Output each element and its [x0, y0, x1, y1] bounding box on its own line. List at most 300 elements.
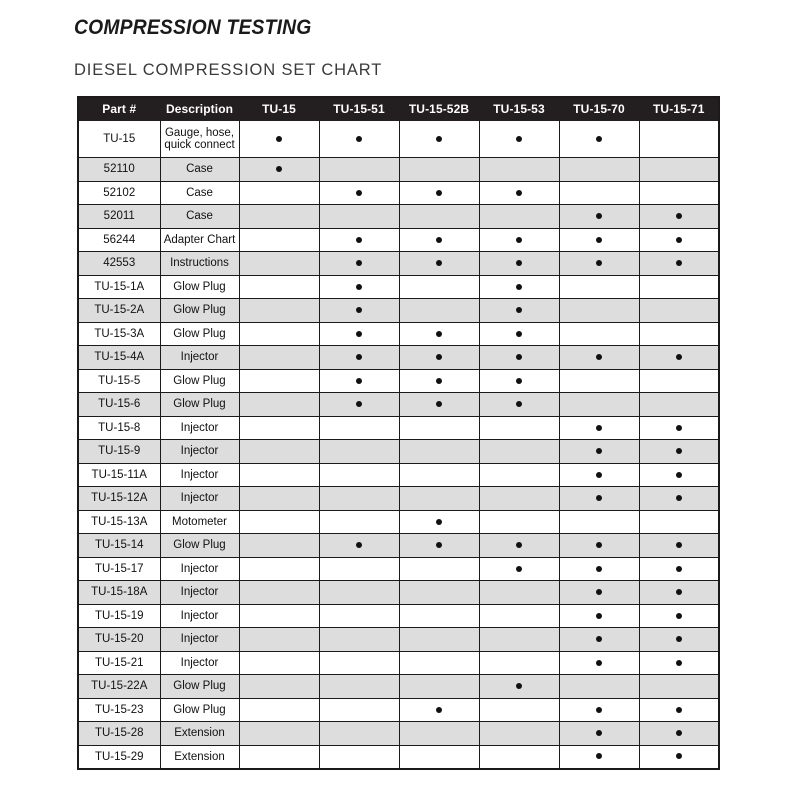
cell-included-mark	[559, 745, 639, 769]
cell-empty	[319, 675, 399, 699]
table-row	[78, 698, 719, 722]
cell-empty	[399, 205, 479, 229]
cell-empty	[239, 510, 319, 534]
bullet-dot-icon	[356, 260, 362, 266]
bullet-dot-icon	[596, 660, 602, 666]
column-header-tu-15-53[interactable]: TU-15-53	[479, 97, 559, 121]
cell-description: Case	[160, 205, 239, 229]
bullet-dot-icon	[676, 613, 682, 619]
cell-description: Injector	[160, 463, 239, 487]
cell-included-mark	[559, 557, 639, 581]
cell-empty	[479, 158, 559, 182]
cell-included-mark	[559, 416, 639, 440]
cell-empty	[239, 205, 319, 229]
cell-empty	[239, 228, 319, 252]
cell-empty	[399, 299, 479, 323]
table-row	[78, 510, 719, 534]
bullet-dot-icon	[516, 354, 522, 360]
bullet-dot-icon	[436, 401, 442, 407]
cell-included-mark	[639, 698, 719, 722]
bullet-dot-icon	[596, 636, 602, 642]
cell-description: Glow Plug	[160, 675, 239, 699]
cell-included-mark	[479, 322, 559, 346]
cell-included-mark	[559, 463, 639, 487]
bullet-dot-icon	[516, 284, 522, 290]
cell-empty	[559, 299, 639, 323]
cell-included-mark	[319, 121, 399, 158]
cell-included-mark	[239, 121, 319, 158]
cell-empty	[559, 369, 639, 393]
bullet-dot-icon	[676, 495, 682, 501]
bullet-dot-icon	[596, 260, 602, 266]
cell-included-mark	[319, 346, 399, 370]
table-row	[78, 557, 719, 581]
cell-empty	[239, 604, 319, 628]
cell-part-number: TU-15-19	[78, 604, 160, 628]
bullet-dot-icon	[516, 401, 522, 407]
bullet-dot-icon	[596, 566, 602, 572]
bullet-dot-icon	[436, 237, 442, 243]
cell-included-mark	[559, 698, 639, 722]
cell-part-number: TU-15-2A	[78, 299, 160, 323]
cell-included-mark	[319, 393, 399, 417]
cell-part-number: TU-15-1A	[78, 275, 160, 299]
table-row	[78, 745, 719, 769]
bullet-dot-icon	[596, 730, 602, 736]
cell-empty	[399, 628, 479, 652]
cell-part-number: 42553	[78, 252, 160, 276]
cell-included-mark	[559, 604, 639, 628]
table-header	[78, 97, 719, 121]
cell-empty	[239, 722, 319, 746]
cell-empty	[479, 698, 559, 722]
cell-part-number: TU-15-21	[78, 651, 160, 675]
cell-empty	[239, 322, 319, 346]
cell-empty	[479, 745, 559, 769]
bullet-dot-icon	[676, 636, 682, 642]
cell-included-mark	[399, 346, 479, 370]
cell-included-mark	[319, 181, 399, 205]
bullet-dot-icon	[356, 307, 362, 313]
bullet-dot-icon	[356, 354, 362, 360]
cell-included-mark	[399, 510, 479, 534]
bullet-dot-icon	[676, 472, 682, 478]
cell-empty	[479, 416, 559, 440]
bullet-dot-icon	[436, 190, 442, 196]
bullet-dot-icon	[356, 401, 362, 407]
cell-included-mark	[319, 252, 399, 276]
cell-empty	[639, 510, 719, 534]
cell-description: Injector	[160, 440, 239, 464]
bullet-dot-icon	[436, 136, 442, 142]
cell-included-mark	[559, 722, 639, 746]
cell-empty	[559, 675, 639, 699]
bullet-dot-icon	[676, 730, 682, 736]
table-row	[78, 440, 719, 464]
cell-empty	[399, 463, 479, 487]
cell-empty	[239, 487, 319, 511]
cell-empty	[239, 675, 319, 699]
table-row	[78, 252, 719, 276]
cell-included-mark	[639, 581, 719, 605]
cell-included-mark	[399, 322, 479, 346]
cell-part-number: 56244	[78, 228, 160, 252]
cell-description: Extension	[160, 722, 239, 746]
cell-part-number: 52011	[78, 205, 160, 229]
bullet-dot-icon	[356, 331, 362, 337]
bullet-dot-icon	[516, 331, 522, 337]
cell-empty	[639, 675, 719, 699]
cell-part-number: TU-15-18A	[78, 581, 160, 605]
cell-included-mark	[559, 205, 639, 229]
cell-empty	[559, 275, 639, 299]
bullet-dot-icon	[596, 136, 602, 142]
cell-empty	[399, 651, 479, 675]
table-row	[78, 393, 719, 417]
bullet-dot-icon	[596, 613, 602, 619]
cell-empty	[399, 158, 479, 182]
bullet-dot-icon	[676, 448, 682, 454]
cell-description: Gauge, hose, quick connect	[160, 121, 239, 158]
cell-empty	[479, 722, 559, 746]
cell-empty	[319, 651, 399, 675]
cell-empty	[559, 322, 639, 346]
cell-included-mark	[319, 275, 399, 299]
cell-part-number: TU-15-22A	[78, 675, 160, 699]
cell-included-mark	[479, 121, 559, 158]
cell-included-mark	[479, 369, 559, 393]
bullet-dot-icon	[676, 753, 682, 759]
cell-description: Motometer	[160, 510, 239, 534]
cell-empty	[399, 416, 479, 440]
cell-empty	[239, 557, 319, 581]
cell-included-mark	[399, 228, 479, 252]
cell-empty	[639, 299, 719, 323]
table-row	[78, 299, 719, 323]
cell-description: Injector	[160, 628, 239, 652]
table-row	[78, 463, 719, 487]
bullet-dot-icon	[596, 472, 602, 478]
cell-description: Glow Plug	[160, 275, 239, 299]
cell-included-mark	[639, 252, 719, 276]
cell-empty	[319, 557, 399, 581]
column-header-description[interactable]: Description	[160, 97, 239, 121]
cell-empty	[399, 581, 479, 605]
cell-empty	[479, 604, 559, 628]
cell-included-mark	[479, 275, 559, 299]
cell-included-mark	[639, 487, 719, 511]
cell-description: Adapter Chart	[160, 228, 239, 252]
cell-included-mark	[479, 346, 559, 370]
cell-included-mark	[479, 393, 559, 417]
cell-empty	[239, 463, 319, 487]
cell-included-mark	[559, 440, 639, 464]
table-row	[78, 228, 719, 252]
cell-description: Case	[160, 181, 239, 205]
table-row	[78, 322, 719, 346]
cell-included-mark	[639, 346, 719, 370]
cell-empty	[319, 722, 399, 746]
bullet-dot-icon	[436, 519, 442, 525]
cell-included-mark	[639, 534, 719, 558]
bullet-dot-icon	[676, 589, 682, 595]
table-row	[78, 416, 719, 440]
cell-empty	[239, 299, 319, 323]
table-row	[78, 121, 719, 158]
bullet-dot-icon	[596, 354, 602, 360]
cell-empty	[239, 534, 319, 558]
cell-part-number: TU-15-8	[78, 416, 160, 440]
cell-included-mark	[559, 252, 639, 276]
cell-included-mark	[559, 487, 639, 511]
bullet-dot-icon	[676, 542, 682, 548]
table-row	[78, 604, 719, 628]
cell-description: Injector	[160, 487, 239, 511]
table-row	[78, 628, 719, 652]
cell-empty	[399, 440, 479, 464]
table-row	[78, 534, 719, 558]
table-row	[78, 581, 719, 605]
bullet-dot-icon	[676, 425, 682, 431]
cell-empty	[319, 604, 399, 628]
bullet-dot-icon	[596, 753, 602, 759]
bullet-dot-icon	[596, 237, 602, 243]
column-header-tu-15[interactable]: TU-15	[239, 97, 319, 121]
bullet-dot-icon	[516, 136, 522, 142]
cell-empty	[559, 393, 639, 417]
cell-included-mark	[399, 181, 479, 205]
bullet-dot-icon	[516, 566, 522, 572]
cell-empty	[319, 581, 399, 605]
cell-part-number: TU-15-5	[78, 369, 160, 393]
cell-empty	[479, 205, 559, 229]
cell-empty	[319, 487, 399, 511]
cell-empty	[319, 698, 399, 722]
cell-empty	[239, 651, 319, 675]
column-header-tu-15-52b[interactable]: TU-15-52B	[399, 97, 479, 121]
cell-empty	[239, 416, 319, 440]
cell-empty	[239, 581, 319, 605]
cell-empty	[399, 275, 479, 299]
bullet-dot-icon	[676, 660, 682, 666]
table-row	[78, 675, 719, 699]
cell-empty	[239, 440, 319, 464]
cell-included-mark	[639, 745, 719, 769]
cell-part-number: TU-15-9	[78, 440, 160, 464]
cell-empty	[319, 158, 399, 182]
cell-included-mark	[639, 416, 719, 440]
cell-included-mark	[559, 121, 639, 158]
cell-description: Injector	[160, 651, 239, 675]
cell-part-number: TU-15-11A	[78, 463, 160, 487]
cell-included-mark	[639, 440, 719, 464]
bullet-dot-icon	[516, 307, 522, 313]
cell-empty	[239, 275, 319, 299]
cell-empty	[319, 628, 399, 652]
cell-description: Glow Plug	[160, 393, 239, 417]
cell-empty	[639, 369, 719, 393]
cell-included-mark	[319, 228, 399, 252]
cell-empty	[559, 510, 639, 534]
cell-included-mark	[639, 651, 719, 675]
column-header-tu-15-70[interactable]: TU-15-70	[559, 97, 639, 121]
cell-description: Injector	[160, 557, 239, 581]
cell-included-mark	[479, 181, 559, 205]
bullet-dot-icon	[436, 378, 442, 384]
cell-empty	[479, 463, 559, 487]
cell-empty	[559, 181, 639, 205]
cell-empty	[639, 158, 719, 182]
cell-included-mark	[479, 299, 559, 323]
cell-empty	[639, 393, 719, 417]
cell-empty	[319, 416, 399, 440]
cell-empty	[319, 745, 399, 769]
bullet-dot-icon	[676, 260, 682, 266]
cell-empty	[479, 487, 559, 511]
table-row	[78, 346, 719, 370]
cell-description: Injector	[160, 581, 239, 605]
bullet-dot-icon	[676, 354, 682, 360]
bullet-dot-icon	[436, 354, 442, 360]
cell-description: Injector	[160, 346, 239, 370]
bullet-dot-icon	[596, 448, 602, 454]
cell-empty	[319, 205, 399, 229]
bullet-dot-icon	[356, 136, 362, 142]
cell-empty	[639, 322, 719, 346]
bullet-dot-icon	[516, 190, 522, 196]
table-row	[78, 651, 719, 675]
cell-included-mark	[319, 534, 399, 558]
cell-empty	[479, 651, 559, 675]
bullet-dot-icon	[436, 260, 442, 266]
cell-empty	[239, 369, 319, 393]
table-header-row	[78, 97, 719, 121]
cell-part-number: TU-15	[78, 121, 160, 158]
bullet-dot-icon	[436, 542, 442, 548]
cell-empty	[399, 675, 479, 699]
cell-included-mark	[399, 369, 479, 393]
bullet-dot-icon	[596, 707, 602, 713]
cell-part-number: TU-15-12A	[78, 487, 160, 511]
cell-part-number: TU-15-14	[78, 534, 160, 558]
cell-empty	[559, 158, 639, 182]
table-row	[78, 275, 719, 299]
cell-included-mark	[319, 299, 399, 323]
cell-description: Glow Plug	[160, 322, 239, 346]
column-header-tu-15-71[interactable]: TU-15-71	[639, 97, 719, 121]
cell-included-mark	[639, 463, 719, 487]
cell-included-mark	[639, 557, 719, 581]
cell-included-mark	[639, 228, 719, 252]
cell-part-number: TU-15-4A	[78, 346, 160, 370]
cell-description: Injector	[160, 416, 239, 440]
bullet-dot-icon	[596, 425, 602, 431]
chart-table-container	[77, 96, 719, 770]
cell-description: Glow Plug	[160, 698, 239, 722]
cell-part-number: TU-15-6	[78, 393, 160, 417]
bullet-dot-icon	[436, 707, 442, 713]
page-title: COMPRESSION TESTING	[74, 16, 312, 39]
column-header-part[interactable]: Part #	[78, 97, 160, 121]
cell-empty	[399, 722, 479, 746]
bullet-dot-icon	[596, 589, 602, 595]
cell-included-mark	[399, 698, 479, 722]
bullet-dot-icon	[676, 707, 682, 713]
cell-included-mark	[559, 346, 639, 370]
cell-part-number: TU-15-20	[78, 628, 160, 652]
cell-included-mark	[319, 369, 399, 393]
cell-included-mark	[479, 557, 559, 581]
table-body	[78, 121, 719, 769]
cell-included-mark	[559, 628, 639, 652]
cell-description: Instructions	[160, 252, 239, 276]
bullet-dot-icon	[676, 213, 682, 219]
cell-included-mark	[559, 534, 639, 558]
cell-description: Extension	[160, 745, 239, 769]
cell-included-mark	[479, 228, 559, 252]
cell-part-number: TU-15-3A	[78, 322, 160, 346]
cell-included-mark	[559, 581, 639, 605]
cell-empty	[239, 698, 319, 722]
table-row	[78, 487, 719, 511]
cell-empty	[479, 581, 559, 605]
cell-empty	[239, 346, 319, 370]
diesel-compression-set-chart-table	[77, 96, 720, 770]
cell-included-mark	[479, 675, 559, 699]
cell-included-mark	[639, 628, 719, 652]
cell-empty	[639, 181, 719, 205]
cell-part-number: TU-15-29	[78, 745, 160, 769]
cell-empty	[239, 745, 319, 769]
chart-subtitle: DIESEL COMPRESSION SET CHART	[74, 60, 383, 79]
bullet-dot-icon	[676, 237, 682, 243]
table-row	[78, 205, 719, 229]
cell-empty	[479, 628, 559, 652]
bullet-dot-icon	[596, 213, 602, 219]
bullet-dot-icon	[356, 378, 362, 384]
bullet-dot-icon	[516, 237, 522, 243]
cell-included-mark	[639, 722, 719, 746]
cell-included-mark	[479, 534, 559, 558]
cell-included-mark	[639, 205, 719, 229]
cell-empty	[399, 745, 479, 769]
cell-included-mark	[559, 651, 639, 675]
cell-empty	[239, 393, 319, 417]
bullet-dot-icon	[276, 166, 282, 172]
cell-empty	[239, 181, 319, 205]
bullet-dot-icon	[356, 190, 362, 196]
cell-included-mark	[399, 393, 479, 417]
bullet-dot-icon	[516, 378, 522, 384]
bullet-dot-icon	[596, 495, 602, 501]
table-row	[78, 158, 719, 182]
cell-description: Injector	[160, 604, 239, 628]
cell-description: Glow Plug	[160, 534, 239, 558]
cell-included-mark	[239, 158, 319, 182]
cell-included-mark	[319, 322, 399, 346]
cell-part-number: TU-15-28	[78, 722, 160, 746]
bullet-dot-icon	[356, 542, 362, 548]
table-row	[78, 722, 719, 746]
bullet-dot-icon	[676, 566, 682, 572]
bullet-dot-icon	[356, 237, 362, 243]
column-header-tu-15-51[interactable]: TU-15-51	[319, 97, 399, 121]
cell-empty	[479, 510, 559, 534]
table-row	[78, 369, 719, 393]
cell-empty	[399, 487, 479, 511]
cell-description: Glow Plug	[160, 299, 239, 323]
bullet-dot-icon	[436, 331, 442, 337]
